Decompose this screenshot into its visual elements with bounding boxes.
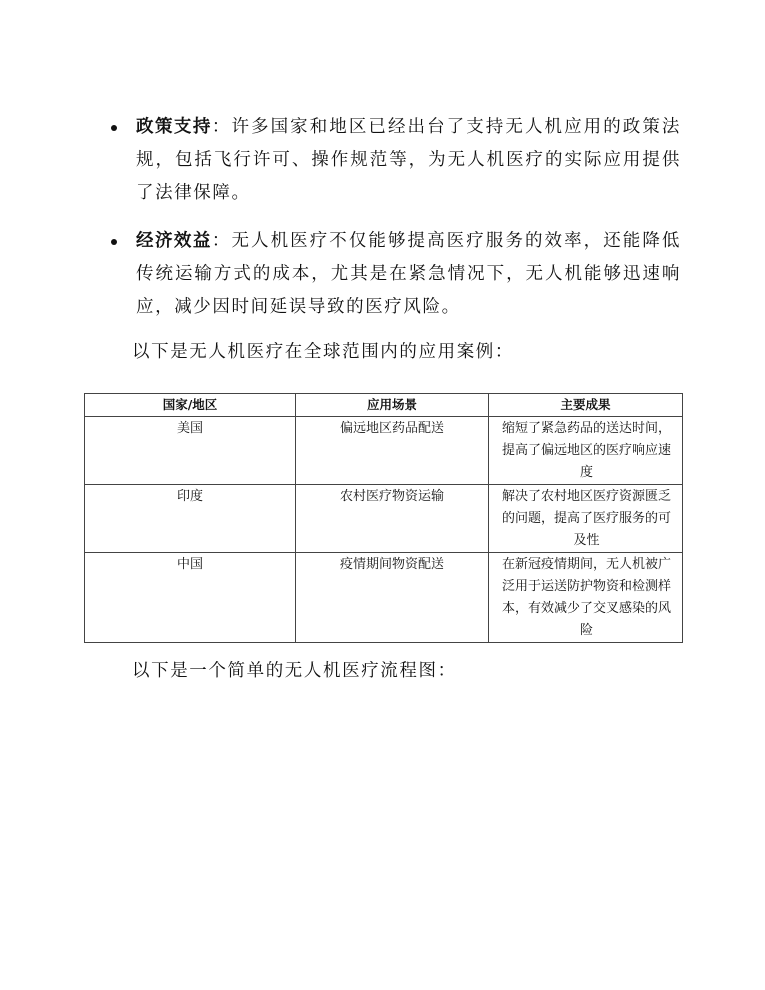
cell-country: 印度: [85, 485, 296, 553]
bullet-title: 政策支持: [136, 117, 212, 137]
bullet-text: 无人机医疗不仅能够提高医疗服务的效率，还能降低传统运输方式的成本，尤其是在紧急情况下，无人机能够迅速响应，减少因时间延误导致的医疗风险。: [136, 231, 682, 317]
cell-result: 缩短了紧急药品的送达时间，提高了偏远地区的医疗响应速度: [489, 417, 683, 485]
flowchart-intro-paragraph: 以下是一个简单的无人机医疗流程图：: [132, 661, 457, 681]
bullet-economic-benefit: [136, 225, 681, 324]
cell-country: 中国: [85, 553, 296, 643]
header-result: 主要成果: [489, 394, 683, 417]
table-header-row: [85, 394, 683, 417]
cell-country: 美国: [85, 417, 296, 485]
cell-result: 在新冠疫情期间，无人机被广泛用于运送防护物资和检测样本，有效减少了交叉感染的风险: [489, 553, 683, 643]
bullet-dot-icon: [111, 125, 117, 131]
header-scenario: 应用场景: [296, 394, 489, 417]
cell-scenario: 农村医疗物资运输: [296, 485, 489, 553]
cell-result: 解决了农村地区医疗资源匮乏的问题，提高了医疗服务的可及性: [489, 485, 683, 553]
table-intro-paragraph: 以下是无人机医疗在全球范围内的应用案例：: [132, 342, 514, 362]
bullet-title: 经济效益: [136, 231, 212, 251]
cell-scenario: 偏远地区药品配送: [296, 417, 489, 485]
cell-scenario: 疫情期间物资配送: [296, 553, 489, 643]
table-row: [85, 485, 683, 553]
bullet-separator: ：: [211, 117, 232, 137]
header-country: 国家/地区: [85, 394, 296, 417]
bullet-policy-support: [136, 111, 681, 210]
bullet-separator: ：: [211, 231, 232, 251]
application-cases-table: [84, 393, 683, 643]
table-row: [85, 553, 683, 643]
table-row: [85, 417, 683, 485]
bullet-dot-icon: [111, 239, 117, 245]
bullet-text: 许多国家和地区已经出台了支持无人机应用的政策法规，包括飞行许可、操作规范等，为无人机医疗的实际应用提供了法律保障。: [136, 117, 682, 203]
